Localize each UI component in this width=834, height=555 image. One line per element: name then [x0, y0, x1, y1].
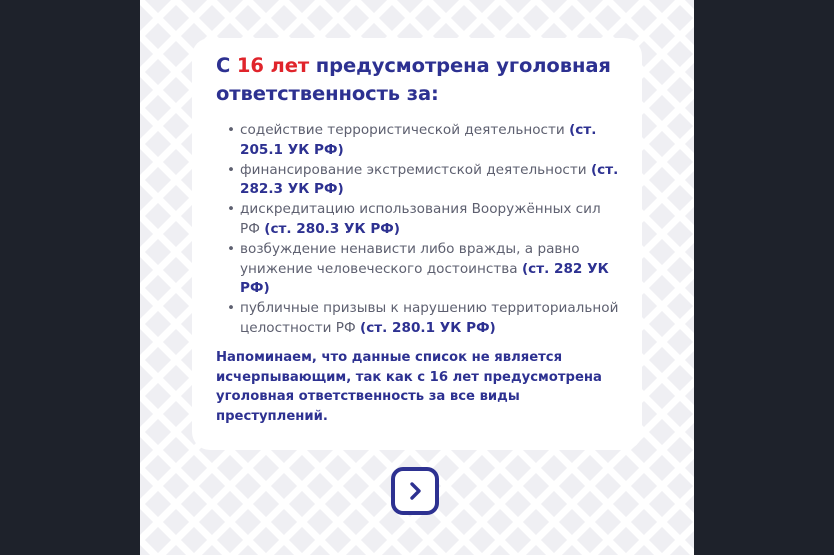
chevron-right-icon — [405, 481, 425, 501]
bullet-icon: • — [227, 300, 236, 317]
article-reference: (ст. 282 УК РФ) — [240, 260, 609, 297]
next-button[interactable] — [391, 467, 439, 515]
list-item — [216, 161, 624, 201]
article-reference: (ст. 280.1 УК РФ) — [360, 319, 496, 336]
bullet-icon: • — [227, 122, 236, 138]
list-item — [216, 121, 624, 161]
article-reference: (ст. 280.3 УК РФ) — [264, 220, 400, 237]
list-item-text: возбуждение ненависти либо вражды, а равно унижение человеческого достоинства — [240, 240, 580, 277]
article-reference: (ст. 282.3 УК РФ) — [240, 161, 619, 198]
list-item-text: публичные призывы к нарушению территориальной целостности РФ — [240, 300, 619, 336]
list-item — [216, 200, 624, 240]
bullet-icon: • — [227, 240, 236, 257]
title-prefix: С — [216, 54, 237, 77]
offense-list — [216, 121, 624, 339]
list-item-text: дискредитацию использования Вооружённых сил РФ — [240, 201, 601, 237]
bullet-icon: • — [227, 161, 236, 178]
bullet-icon: • — [227, 201, 236, 218]
article-reference: (ст. 205.1 УК РФ) — [240, 122, 597, 158]
reminder-text: Напоминаем, что данные список не является исчерпывающим, так как с 16 лет предусмотрена уголовная ответственность за все виды преступлений. — [216, 349, 602, 425]
list-item-text: финансирование экстремистской деятельности — [240, 161, 591, 178]
title-age-highlight: 16 лет — [236, 54, 310, 77]
title-rest: предусмотрена уголовная ответственность за: — [216, 54, 611, 105]
list-item-text: содействие террористической деятельности — [240, 122, 570, 138]
list-item — [216, 240, 624, 299]
page-title — [216, 52, 624, 108]
content-card — [192, 38, 642, 450]
slide-panel — [140, 0, 694, 555]
list-item — [216, 299, 624, 339]
